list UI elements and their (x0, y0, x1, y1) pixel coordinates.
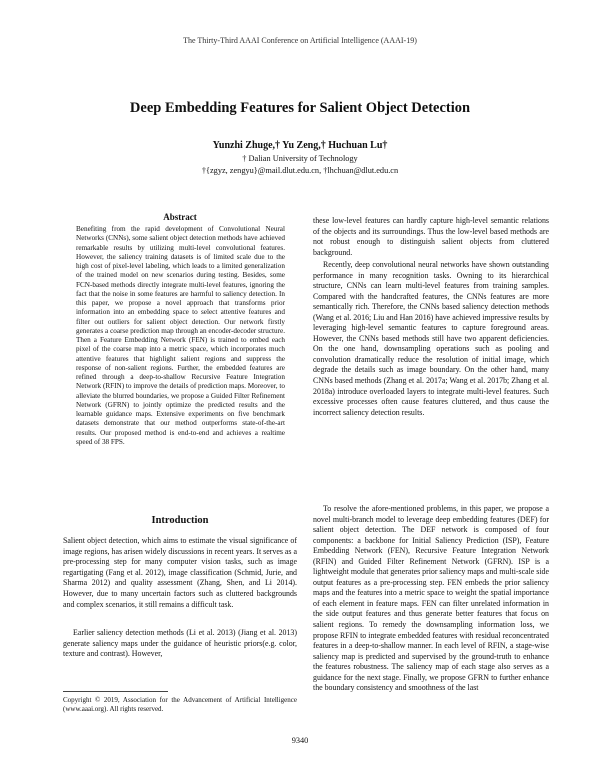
right-paragraph-1-text: these low-level features can hardly capture high-level semantic relations of the objects and its surroundings. Thus the low-level based methods are not robust enough to distinguish salient objects from cluttered background. (313, 216, 549, 257)
right-paragraph-3-text: To resolve the afore-mentioned problems, in this paper, we propose a novel multi-branch model to leverage deep embedding features (DEF) for salient object detection. The DEF network is composed of four components: a backbone for Initial Saliency Prediction (ISP), Feature Embedding Network (FEN), Recursive Feature Integration Network (RFIN) and Guided Filter Refinement Network (GFRN). ISP is a lightweight module that generates prior saliency maps and multi-scale side output features as a pre-processing step. FEN embeds the prior saliency maps and the features into a metric space to weight the spatial importance of each element in feature maps. FEN can filter unrelated information in the side output features and thus generate better features that focus on salient regions. To remedy the downsampling information loss, we propose RFIN to integrate embedded features with residual reconcentrated features in a deep-to-shallow manner. In each level of RFIN, a stage-wise saliency map is predicted and supervised by the ground-truth to enhance the features robustness. The saliency map of each stage also serves as a guidance for the next stage. Finally, we propose GFRN to further enhance the boundary consistency and smoothness of the last (313, 504, 549, 693)
affiliation: † Dalian University of Technology (242, 154, 358, 163)
page-number: 9340 (291, 736, 309, 745)
intro-paragraph-2-text: Earlier saliency detection methods (Li et al. 2013) (Jiang et al. 2013) generate saliency maps under the guidance of heuristic priors(e.g. color, texture and contrast). However, (63, 628, 297, 659)
running-head: The Thirty-Third AAAI Conference on Artificial Intelligence (AAAI-19) (183, 36, 417, 45)
intro-paragraph-1-text: Salient object detection, which aims to estimate the visual significance of image regions, has arisen widely discussions in recent years. It serves as a pre-processing step for many computer vision tasks, such as image regartigating (Fang et al. 2012), image classification (Schmid, Jurie, and Sharma 2012) and quality assessment (Zhang, Shen, and Li 2014). However, due to many uncertain factors such as cluttered backgrounds and complex scenarios, it still remains a difficult task. (63, 536, 297, 609)
right-paragraph-3 (313, 504, 549, 694)
abstract-paragraph: Benefiting from the rapid development of Convolutional Neural Networks (CNNs), some salient object detection methods have achieved remarkable results by utilizing multi-level convolutional features. However, the saliency training datasets is of limited scale due to the high cost of pixel-level labeling, which leads to a limited generalization of the trained model on new scenarios during testing. Besides, some FCN-based methods directly integrate multi-level features, ignoring the fact that the noise in some features are harmful to saliency detection. In this paper, we propose a novel approach that transforms prior information into an embedding space to select attentive features and filter out outliers for salient object detection. Our network firstly generates a coarse prediction map through an encoder-decoder structure. Then a Feature Embedding Network (FEN) is trained to embed each pixel of the coarse map into a metric space, which incorporates much attentive features that highlight salient regions and suppress the response of non-salient regions. Further, the embedded features are refined through a deep-to-shallow Recursive Feature Integration Network (RFIN) to improve the details of prediction maps. Moreover, to alleviate the blurred boundaries, we propose a Guided Filter Refinement Network (GFRN) to jointly optimize the predicted results and the learnable guidance maps. Extensive experiments on five benchmark datasets demonstrate that our method outperforms state-of-the-art results. Our proposed method is end-to-end and achieves a realtime speed of 38 FPS. (76, 225, 285, 446)
intro-paragraph-2 (63, 628, 297, 660)
intro-paragraph-1 (63, 536, 297, 610)
introduction-heading: Introduction (151, 515, 209, 526)
footnote-rule (63, 691, 168, 692)
abstract-text (76, 225, 285, 447)
paper-title: Deep Embedding Features for Salient Object Detection (129, 100, 471, 116)
right-paragraph-2 (313, 260, 549, 418)
author-emails: †{zgyz, zengyu}@mail.dlut.edu.cn, †lhchuan@dlut.edu.cn (201, 166, 399, 175)
right-paragraph-1 (313, 216, 549, 258)
abstract-heading: Abstract (163, 212, 197, 222)
right-paragraph-2-text: Recently, deep convolutional neural networks have shown outstanding performance in many recognition tasks. Owning to its hierarchical structure, CNNs can learn multi-level features from training samples. Compared with the handcrafted features, the CNNs features are more semantically rich. Therefore, the CNNs based saliency detection methods (Wang et al. 2016; Liu and Han 2016) have achieved impressive results by leveraging high-level semantic features to capture foreground areas. However, the CNNs based methods still have two apparent deficiencies. On the one hand, downsampling operations such as pooling and convolution dramatically reduce the resolution of initial image, which degrade the details such as image boundary. On the other hand, many CNNs based methods (Zhang et al. 2017a; Wang et al. 2017b; Zhang et al. 2018a) introduce overloaded layers to integrate multi-level features. Such excessive processes often cause features cluttered, and thus cause the incorrect saliency detection results. (313, 260, 549, 417)
copyright-notice: Copyright © 2019, Association for the Advancement of Artificial Intelligence (www.aaai.org). All rights reserved. (63, 696, 297, 713)
authors: Yunzhi Zhuge,† Yu Zeng,† Huchuan Lu† (212, 140, 388, 151)
